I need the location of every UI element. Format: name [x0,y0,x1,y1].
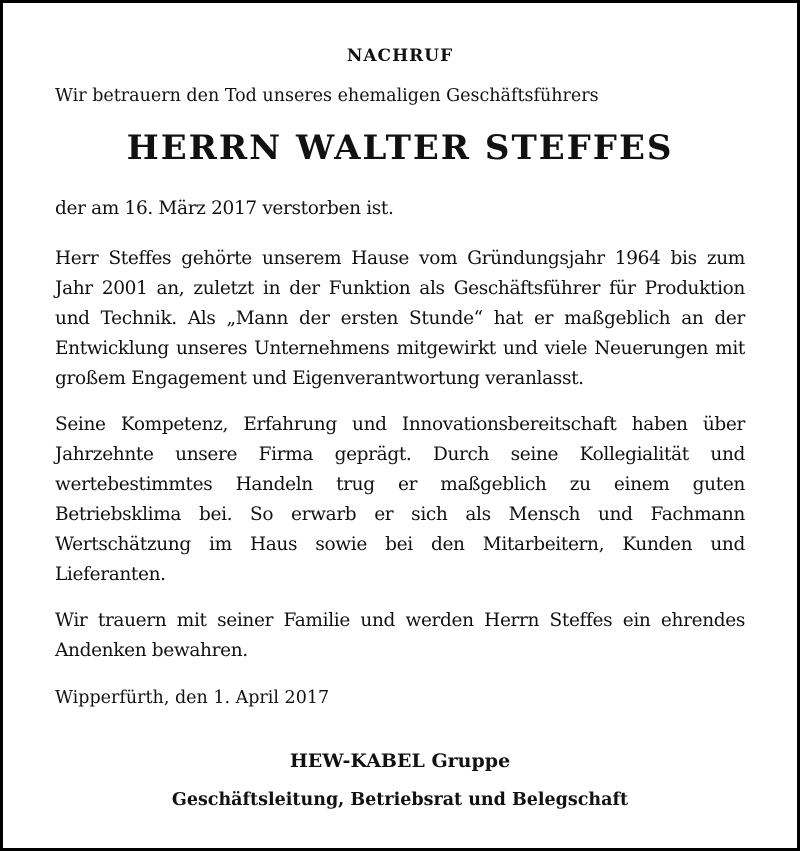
deceased-name: HERRN WALTER STEFFES [126,128,674,168]
obituary-notice [55,46,745,810]
signatories: Geschäftsleitung, Betriebsrat und Belegschaft [171,790,629,810]
paragraph-tribute: Seine Kompetenz, Erfahrung und Innovationsbereitschaft haben über Jahrzehnte unsere Firma geprägt. Durch seine Kollegialität und wertebestimmtes Handeln trug er maßgeblich zu einem guten Betriebsklima bei. So erwarb er sich als Mensch und Fachmann Wertschätzung im Haus sowie bei den Mitarbeitern, Kunden und Lieferanten. [55,414,745,585]
paragraph-career: Herr Steffes gehörte unserem Hause vom Gründungsjahr 1964 bis zum Jahr 2001 an, zuletzt in der Funktion als Geschäftsführer für Produktion und Technik. Als „Mann der ersten Stunde“ hat er maßgeblich an der Entwicklung unseres Unternehmens mitgewirkt und viele Neuerungen mit großem Engagement und Eigenverantwortung veranlasst. [55,248,745,389]
paragraph-mourning: Wir trauern mit seiner Familie und werden Herrn Steffes ein ehrendes Andenken bewahren. [55,610,745,661]
notice-heading: NACHRUF [346,46,454,66]
intro-line: Wir betrauern den Tod unseres ehemaligen Geschäftsführers [55,86,599,106]
place-date: Wipperfürth, den 1. April 2017 [55,688,330,708]
company-name: HEW-KABEL Gruppe [289,750,511,772]
death-date-line: der am 16. März 2017 verstorben ist. [55,198,394,219]
